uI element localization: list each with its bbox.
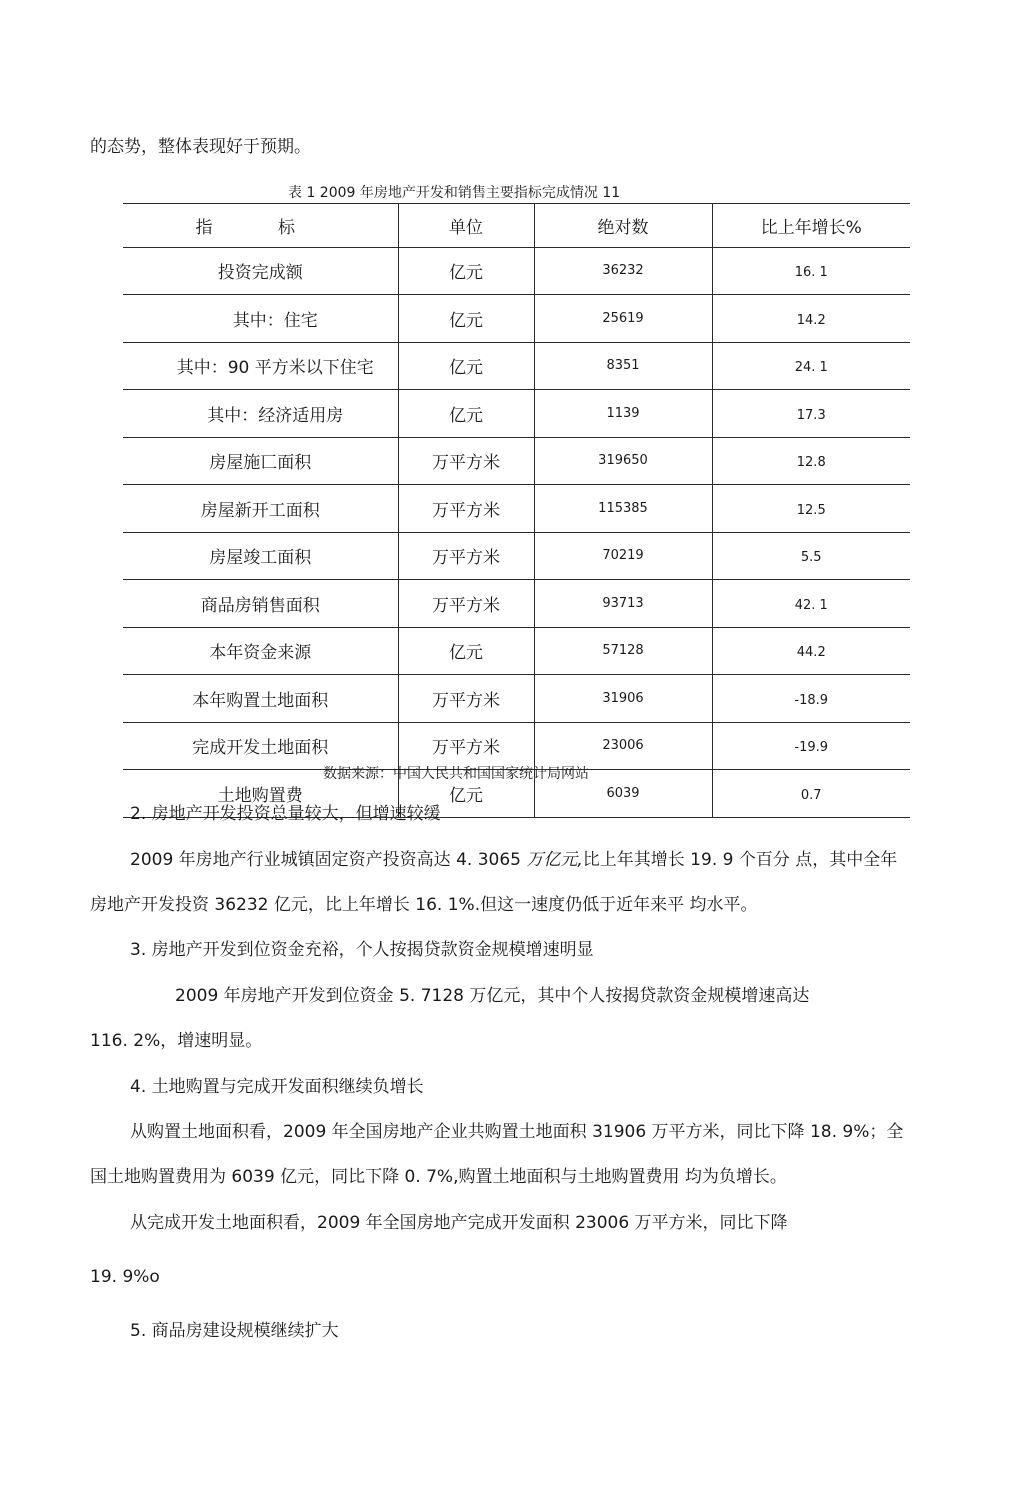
header-unit: 单位	[398, 204, 534, 248]
table-row	[123, 675, 910, 723]
cell-unit: 万平方米	[398, 437, 534, 485]
section-2-line-1: 2009 年房地产行业城镇固定资产投资高达 4. 3065 万亿元,比上年其增长 19. 9 个百分 点，其中全年	[130, 850, 898, 870]
section-4-line-1: 从购置土地面积看，2009 年全国房地产企业共购置土地面积 31906 万平方米，同比下降 18. 9%；全	[130, 1122, 904, 1142]
cell-indicator: 完成开发土地面积	[123, 722, 398, 770]
cell-absolute: 93713	[534, 580, 712, 628]
cell-unit: 亿元	[398, 342, 534, 390]
table-header-row	[123, 204, 910, 248]
section-2-heading: 2. 房地产开发投资总量较大，但增速较缓	[130, 804, 441, 824]
table-row	[123, 627, 910, 675]
cell-growth: -19.9	[712, 722, 910, 770]
table-caption: 表 1 2009 年房地产开发和销售主要指标完成情况 11	[288, 185, 621, 201]
intro-tail-text: 的态势，整体表现好于预期。	[90, 137, 311, 157]
cell-absolute: 70219	[534, 532, 712, 580]
cell-unit: 万平方米	[398, 532, 534, 580]
cell-indicator: 土地购置费	[123, 770, 398, 818]
cell-growth: 17.3	[712, 390, 910, 438]
section-4-line-4: 19. 9%o	[90, 1267, 160, 1287]
cell-absolute: 31906	[534, 675, 712, 723]
table-row	[123, 532, 910, 580]
cell-absolute: 36232	[534, 247, 712, 295]
cell-growth: 16. 1	[712, 247, 910, 295]
table-row	[123, 580, 910, 628]
cell-growth: -18.9	[712, 675, 910, 723]
cell-absolute: 319650	[534, 437, 712, 485]
cell-growth: 12.8	[712, 437, 910, 485]
cell-indicator: 房屋施匸面积	[123, 437, 398, 485]
cell-indicator: 其中：90 平方米以下住宅	[123, 342, 398, 390]
section-4-line-3: 从完成开发土地面积看，2009 年全国房地产完成开发面积 23006 万平方米，同比下降	[130, 1213, 788, 1233]
section-3-line-2: 116. 2%，增速明显。	[90, 1031, 263, 1051]
cell-growth: 42. 1	[712, 580, 910, 628]
table-source: 数据来源：中国人民共和国国家统计局网站	[323, 766, 589, 782]
cell-growth: 5.5	[712, 532, 910, 580]
cell-indicator: 房屋新开工面积	[123, 485, 398, 533]
section-3-heading: 3. 房地产开发到位资金充裕，个人按揭贷款资金规模增速明显	[130, 940, 594, 960]
cell-unit: 亿元	[398, 390, 534, 438]
cell-indicator: 其中：住宅	[123, 295, 398, 343]
section-4-heading: 4. 土地购置与完成开发面积继续负增长	[130, 1077, 424, 1097]
section-2-line-2: 房地产开发投资 36232 亿元，比上年增长 16. 1%.但这一速度仍低于近年来平 均水平。	[90, 895, 758, 915]
cell-absolute: 6039	[534, 770, 712, 818]
section-5-heading: 5. 商品房建设规模继续扩大	[130, 1321, 339, 1341]
cell-growth: 12.5	[712, 485, 910, 533]
table-row	[123, 342, 910, 390]
cell-absolute: 23006	[534, 722, 712, 770]
cell-absolute: 25619	[534, 295, 712, 343]
cell-growth: 24. 1	[712, 342, 910, 390]
cell-growth: 44.2	[712, 627, 910, 675]
table-row	[123, 247, 910, 295]
header-indicator: 指 标	[123, 204, 398, 248]
table-row	[123, 390, 910, 438]
cell-growth: 0.7	[712, 770, 910, 818]
section-4-line-2: 国土地购置费用为 6039 亿元，同比下降 0. 7%,购置土地面积与土地购置费用 均为负增长。	[90, 1167, 787, 1187]
table-row	[123, 485, 910, 533]
cell-absolute: 8351	[534, 342, 712, 390]
cell-unit: 万平方米	[398, 485, 534, 533]
cell-indicator: 其中：经济适用房	[123, 390, 398, 438]
header-absolute: 绝对数	[534, 204, 712, 248]
cell-indicator: 投资完成额	[123, 247, 398, 295]
table-row	[123, 437, 910, 485]
cell-indicator: 本年购置土地面积	[123, 675, 398, 723]
cell-absolute: 57128	[534, 627, 712, 675]
cell-unit: 亿元	[398, 627, 534, 675]
cell-unit: 万平方米	[398, 580, 534, 628]
cell-unit: 万平方米	[398, 722, 534, 770]
indicator-table	[123, 203, 910, 818]
cell-absolute: 115385	[534, 485, 712, 533]
cell-growth: 14.2	[712, 295, 910, 343]
cell-indicator: 本年资金来源	[123, 627, 398, 675]
cell-indicator: 商品房销售面积	[123, 580, 398, 628]
cell-unit: 亿元	[398, 770, 534, 818]
cell-unit: 亿元	[398, 295, 534, 343]
cell-absolute: 1139	[534, 390, 712, 438]
cell-indicator: 房屋竣工面积	[123, 532, 398, 580]
section-3-line-1: 2009 年房地产开发到位资金 5. 7128 万亿元，其中个人按揭贷款资金规模增速高达	[175, 986, 810, 1006]
cell-unit: 万平方米	[398, 675, 534, 723]
header-growth: 比上年增长%	[712, 204, 910, 248]
cell-unit: 亿元	[398, 247, 534, 295]
table-row	[123, 295, 910, 343]
